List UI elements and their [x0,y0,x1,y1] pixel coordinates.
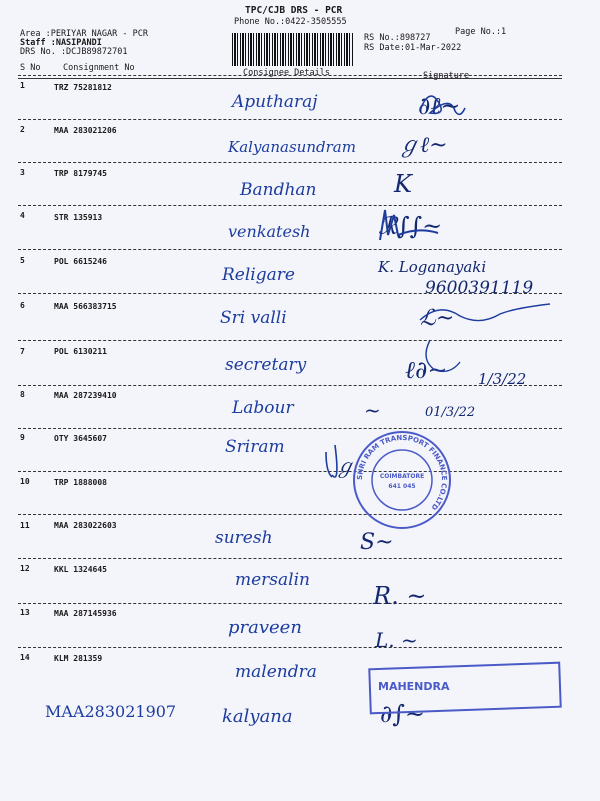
signature-scribble [420,304,550,321]
row-consignment: KLM 281359 [54,654,103,663]
row-sno: 1 [20,81,25,90]
signature-scribble [380,210,438,240]
handwritten-consignment: MAA283021907 [45,702,177,721]
consignee-name: Aputharaj [232,92,318,112]
row-consignment: MAA 283022603 [54,521,117,530]
staff-label: Staff :NASIPANDI [20,38,102,48]
signature: R. ~ [373,582,427,610]
rect-stamp-text: MAHENDRA [378,680,450,693]
signature: ~ [364,398,381,422]
col-consignee: Consignee Details [243,68,330,78]
area-label: Area :PERIYAR NAGAR - PCR [20,29,148,39]
row-sno: 13 [20,608,30,617]
seal-text-city: COIMBATORE [379,473,425,480]
consignee-name: secretary [225,355,307,375]
row-sno: 8 [20,390,25,399]
consignee-name: Labour [232,398,294,418]
row-consignment: OTY 3645607 [54,434,107,443]
drs-number: DRS No. :DCJB89872701 [20,47,128,57]
row-sno: 14 [20,653,30,662]
page-title: TPC/CJB DRS - PCR [245,5,343,16]
consignee-name: malendra [235,662,317,682]
row-sno: 3 [20,168,25,177]
consignee-name: Religare [222,265,295,285]
row-consignment: KKL 1324645 [54,565,107,574]
row-consignment: POL 6130211 [54,347,107,356]
handwritten-date: 01/3/22 [425,405,476,420]
row-consignment: MAA 566383715 [54,302,117,311]
bracket-scribble [326,445,337,477]
handwritten-consignee: kalyana [222,706,293,727]
row-sno: 2 [20,125,25,134]
consignee-name: Kalyanasundram [228,138,356,156]
row-sno: 10 [20,477,30,486]
seal-text-pin: 641 045 [388,483,416,490]
signature: ℊ [335,454,355,478]
signature: ∂∫~ [380,700,426,728]
row-consignment: MAA 283021206 [54,126,117,135]
signature: S~ [360,530,394,555]
rs-date: RS Date:01-Mar-2022 [364,43,462,53]
handwritten-phone: 9600391119 [425,278,534,298]
page-number: Page No.:1 [455,27,507,37]
row-consignment: MAA 287239410 [54,391,117,400]
signature: ℛ∫∫~ [378,212,443,240]
signature: ℓ∂~ [405,356,448,384]
signature-scribble [420,96,465,114]
col-signature: Signature [423,71,470,81]
row-consignment: TRP 1888008 [54,478,107,487]
seal-text-ring: SHRI RAM TRANSPORT FINANCE CO.LTD [355,433,449,512]
consignee-name: suresh [215,528,273,548]
row-sno: 9 [20,433,25,442]
signature: ℒ~ [420,306,455,331]
row-sno: 4 [20,211,25,220]
row-sno: 7 [20,347,25,356]
signature: K [394,170,412,198]
consignee-name: Bandhan [240,180,317,200]
signature: ℊℓ~ [398,133,448,158]
row-sno: 6 [20,301,25,310]
consignee-name: mersalin [235,570,310,590]
signature: L. ~ [375,628,418,652]
company-seal [354,432,450,528]
signature-scribble [426,340,460,371]
col-consignment: Consignment No [63,63,135,73]
rect-stamp [369,663,560,714]
consignee-name: Sri valli [220,308,287,328]
phone-number: Phone No.:0422-3505555 [234,17,347,27]
row-consignment: TRP 8179745 [54,169,107,178]
handwritten-date: 1/3/22 [478,370,527,388]
row-consignment: TRZ 75281812 [54,83,112,92]
consignee-name: Sriram [225,437,285,457]
row-consignment: STR 135913 [54,213,103,222]
consignee-name: venkatesh [228,222,311,241]
row-consignment: MAA 287145936 [54,609,117,618]
signature: K. Loganayaki [378,258,487,276]
row-sno: 12 [20,564,30,573]
row-consignment: POL 6615246 [54,257,107,266]
row-sno: 5 [20,256,25,265]
signature: ∂ℓ~ [418,92,461,120]
consignee-name: praveen [228,617,302,638]
rs-number: RS No.:898727 [364,33,431,43]
col-sno: S No [20,63,41,73]
row-sno: 11 [20,521,30,530]
